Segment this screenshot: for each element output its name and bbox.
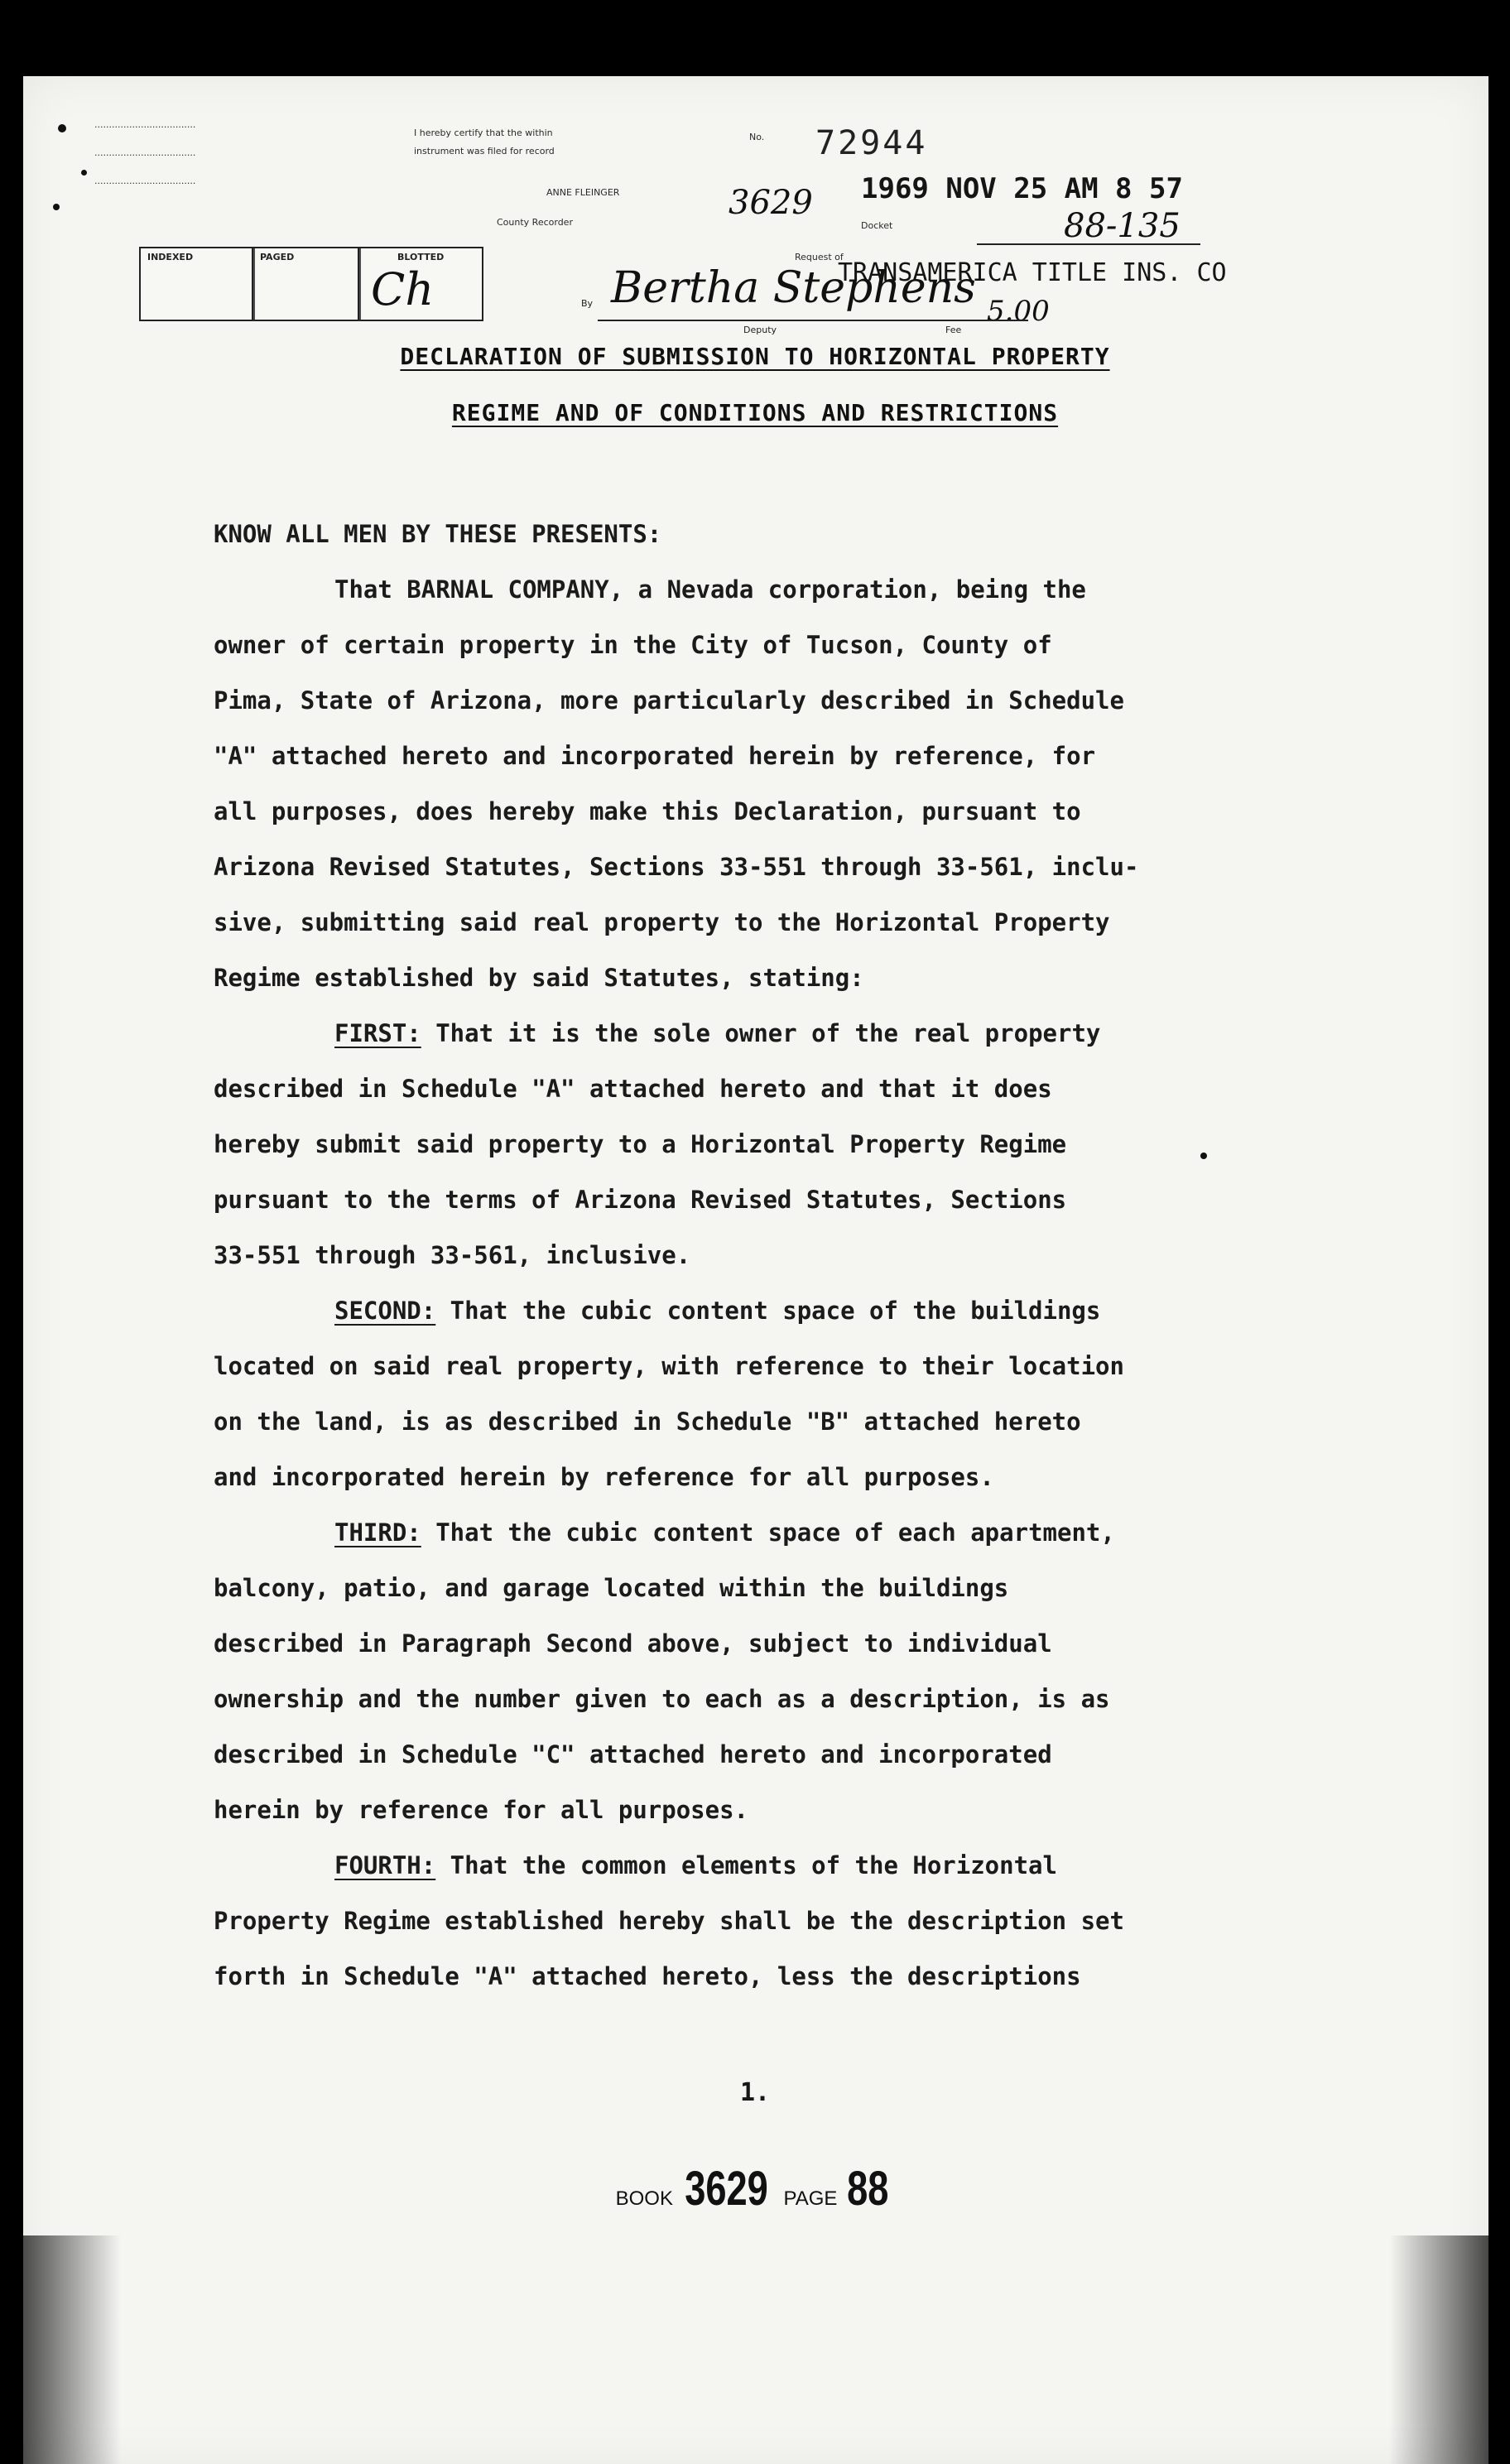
paragraph-fourth-heading: FOURTH: xyxy=(334,1851,436,1879)
page-number: 1. xyxy=(739,2078,771,2107)
paragraph-first-lead xyxy=(214,1006,1323,1061)
intro-line: all purposes, does hereby make this Declaration, pursuant to xyxy=(214,797,1081,825)
paragraph-line: herein by reference for all purposes. xyxy=(214,1796,749,1824)
paragraph-third-heading: THIRD: xyxy=(334,1518,421,1547)
intro-line: owner of certain property in the City of Tucson, County of xyxy=(214,631,1052,659)
paragraph-line: Property Regime established hereby shall be the description set xyxy=(214,1907,1124,1935)
paragraph-third-first-line: That the cubic content space of each apartment, xyxy=(421,1518,1115,1547)
paragraph-fourth-lead xyxy=(214,1838,1323,1894)
book-page-footer xyxy=(0,2161,1510,2216)
paragraph-second-first-line: That the cubic content space of the buildings xyxy=(435,1297,1101,1325)
certification-recorder-name: ANNE FLEINGER xyxy=(546,187,620,198)
document-title-line-1 xyxy=(0,343,1510,370)
recording-stamp-date: 1969 NOV 25 AM 8 57 xyxy=(861,172,1183,205)
document-body xyxy=(214,507,1323,2004)
handwritten-fee: 5.00 xyxy=(987,295,1050,328)
intro-line: Regime established by said Statutes, stating: xyxy=(214,964,864,992)
footer-page-label: PAGE xyxy=(783,2187,838,2210)
paragraph-line: located on said real property, with reference to their location xyxy=(214,1352,1124,1380)
requested-by-company: TRANSAMERICA TITLE INS. CO xyxy=(838,258,1227,287)
paragraph-third-lead xyxy=(214,1505,1323,1561)
paragraph-line: 33-551 through 33-561, inclusive. xyxy=(214,1241,691,1269)
footer-book-number: 3629 xyxy=(685,2162,768,2216)
footer-book-label: BOOK xyxy=(615,2187,673,2210)
paragraph-second-heading: SECOND: xyxy=(334,1297,436,1325)
handwritten-page-number: 88-135 xyxy=(1064,207,1181,245)
intro-line: That BARNAL COMPANY, a Nevada corporation, being the xyxy=(334,575,1086,604)
paragraph-line: and incorporated herein by reference for all purposes. xyxy=(214,1463,994,1491)
paragraph-line: balcony, patio, and garage located within the buildings xyxy=(214,1574,1009,1602)
deputy-signature: Bertha Stephens xyxy=(611,263,976,313)
document-title-text-2: REGIME AND OF CONDITIONS AND RESTRICTIONS xyxy=(451,399,1059,426)
signature-line xyxy=(598,318,1028,323)
document-title-text-1: DECLARATION OF SUBMISSION TO HORIZONTAL PROPERTY xyxy=(400,343,1110,370)
intro-line: Arizona Revised Statutes, Sections 33-551 through 33-561, inclu- xyxy=(214,853,1139,881)
blotted-box-label: BLOTTED xyxy=(397,252,445,262)
paragraph-line: ownership and the number given to each as a description, is as xyxy=(214,1685,1110,1713)
footer-page-number: 88 xyxy=(846,2162,889,2216)
paragraph-line: forth in Schedule "A" attached hereto, less the descriptions xyxy=(214,1962,1081,1990)
document-number: 72944 xyxy=(815,124,928,162)
scan-speck xyxy=(58,124,66,132)
paragraph-second-lead xyxy=(214,1283,1323,1339)
by-label: By xyxy=(581,298,594,309)
paragraph-first-heading: FIRST: xyxy=(334,1019,421,1047)
indexed-box-label: INDEXED xyxy=(147,252,194,262)
paged-box-label: PAGED xyxy=(260,252,295,262)
scan-speck xyxy=(53,204,60,210)
intro-line: "A" attached hereto and incorporated herein by reference, for xyxy=(214,742,1096,770)
paragraph-line: pursuant to the terms of Arizona Revised Statutes, Sections xyxy=(214,1186,1067,1214)
certification-recorder-title: County Recorder xyxy=(497,217,573,228)
recording-left-line-3: ................................... xyxy=(94,176,196,186)
paragraph-fourth-first-line: That the common elements of the Horizontal xyxy=(435,1851,1057,1879)
certification-line-2: instrument was filed for record xyxy=(414,146,555,156)
intro-line: sive, submitting said real property to the Horizontal Property xyxy=(214,908,1110,936)
certification-line-1: I hereby certify that the within xyxy=(414,128,553,138)
request-of-label: Request of xyxy=(795,252,844,262)
handwritten-book-number: 3629 xyxy=(729,184,813,222)
recording-left-line-1: ................................... xyxy=(94,119,196,130)
scan-speck xyxy=(81,170,87,176)
blotted-initials: Ch xyxy=(371,263,435,315)
docket-underline xyxy=(977,242,1200,247)
paragraph-line: described in Paragraph Second above, subject to individual xyxy=(214,1629,1052,1658)
intro-line: Pima, State of Arizona, more particularly described in Schedule xyxy=(214,686,1124,715)
paged-box xyxy=(252,247,361,321)
deputy-label: Deputy xyxy=(743,325,777,335)
paragraph-line: on the land, is as described in Schedule "B" attached hereto xyxy=(214,1408,1081,1436)
indexed-box xyxy=(139,247,255,321)
document-number-label: No. xyxy=(749,132,765,142)
salutation: KNOW ALL MEN BY THESE PRESENTS: xyxy=(214,520,662,548)
paragraph-line: described in Schedule "A" attached hereto and that it does xyxy=(214,1075,1052,1103)
paragraph-first-first-line: That it is the sole owner of the real property xyxy=(421,1019,1101,1047)
document-title-line-2 xyxy=(0,399,1510,426)
blotted-box xyxy=(358,247,483,321)
fee-label: Fee xyxy=(945,325,962,335)
recording-left-line-2: ................................... xyxy=(94,147,196,158)
docket-label: Docket xyxy=(861,220,893,231)
paragraph-line: hereby submit said property to a Horizontal Property Regime xyxy=(214,1130,1067,1158)
paragraph-line: described in Schedule "C" attached hereto and incorporated xyxy=(214,1740,1052,1769)
